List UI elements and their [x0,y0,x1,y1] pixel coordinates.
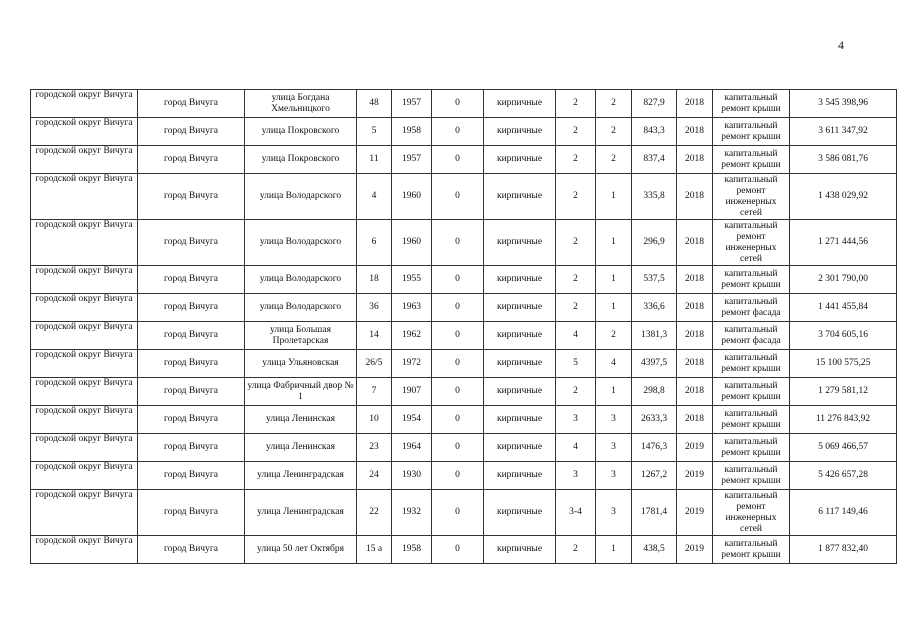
cell-okrug: городской округ Вичуга [31,322,138,350]
cell-zero-value: 0 [432,434,484,462]
table-row [31,434,897,462]
cell-okrug: городской округ Вичуга [31,118,138,146]
cell-city: город Вичуга [138,294,245,322]
cell-area: 296,9 [632,220,677,266]
cell-floors: 3 [556,462,596,490]
cell-zero-value: 0 [432,536,484,564]
cell-cost: 1 877 832,40 [790,536,897,564]
cell-area: 1476,3 [632,434,677,462]
cell-house-number: 10 [357,406,392,434]
table-row [31,378,897,406]
cell-build-year: 1907 [392,378,432,406]
cell-build-year: 1962 [392,322,432,350]
cell-wall-material: кирпичные [484,90,556,118]
cell-entrances: 1 [596,220,632,266]
cell-entrances: 3 [596,462,632,490]
cell-plan-year: 2018 [677,378,713,406]
cell-okrug: городской округ Вичуга [31,350,138,378]
cell-build-year: 1930 [392,462,432,490]
cell-cost: 5 069 466,57 [790,434,897,462]
cell-work-type: капитальный ремонт крыши [713,146,790,174]
cell-cost: 1 279 581,12 [790,378,897,406]
cell-house-number: 6 [357,220,392,266]
cell-zero-value: 0 [432,322,484,350]
cell-wall-material: кирпичные [484,434,556,462]
cell-area: 4397,5 [632,350,677,378]
cell-entrances: 2 [596,146,632,174]
table-row [31,146,897,174]
cell-wall-material: кирпичные [484,220,556,266]
cell-build-year: 1954 [392,406,432,434]
cell-okrug: городской округ Вичуга [31,90,138,118]
cell-cost: 3 704 605,16 [790,322,897,350]
table-row [31,406,897,434]
cell-work-type: капитальный ремонт инженерных сетей [713,174,790,220]
cell-okrug: городской округ Вичуга [31,220,138,266]
cell-build-year: 1964 [392,434,432,462]
cell-floors: 2 [556,220,596,266]
cell-cost: 1 271 444,56 [790,220,897,266]
cell-house-number: 11 [357,146,392,174]
cell-zero-value: 0 [432,118,484,146]
cell-wall-material: кирпичные [484,462,556,490]
cell-house-number: 26/5 [357,350,392,378]
cell-entrances: 3 [596,434,632,462]
cell-plan-year: 2018 [677,90,713,118]
cell-floors: 2 [556,90,596,118]
cell-city: город Вичуга [138,174,245,220]
cell-wall-material: кирпичные [484,490,556,536]
cell-entrances: 1 [596,536,632,564]
cell-work-type: капитальный ремонт фасада [713,322,790,350]
cell-okrug: городской округ Вичуга [31,174,138,220]
cell-work-type: капитальный ремонт крыши [713,118,790,146]
cell-area: 1381,3 [632,322,677,350]
cell-area: 827,9 [632,90,677,118]
cell-house-number: 48 [357,90,392,118]
cell-floors: 3 [556,406,596,434]
cell-cost: 3 611 347,92 [790,118,897,146]
cell-plan-year: 2019 [677,490,713,536]
housing-repair-table [30,89,897,564]
cell-build-year: 1932 [392,490,432,536]
cell-street: улица Ленинградская [245,490,357,536]
cell-plan-year: 2018 [677,406,713,434]
cell-entrances: 4 [596,350,632,378]
cell-okrug: городской округ Вичуга [31,378,138,406]
cell-build-year: 1958 [392,118,432,146]
cell-area: 843,3 [632,118,677,146]
cell-city: город Вичуга [138,490,245,536]
cell-wall-material: кирпичные [484,294,556,322]
cell-floors: 2 [556,174,596,220]
cell-street: улица Покровского [245,118,357,146]
page-number: 4 [838,38,844,52]
cell-house-number: 14 [357,322,392,350]
cell-house-number: 22 [357,490,392,536]
cell-city: город Вичуга [138,266,245,294]
cell-street: улица 50 лет Октября [245,536,357,564]
cell-city: город Вичуга [138,406,245,434]
cell-wall-material: кирпичные [484,174,556,220]
cell-work-type: капитальный ремонт крыши [713,90,790,118]
cell-build-year: 1958 [392,536,432,564]
cell-entrances: 3 [596,406,632,434]
cell-plan-year: 2018 [677,174,713,220]
cell-area: 336,6 [632,294,677,322]
table-row [31,174,897,220]
cell-zero-value: 0 [432,490,484,536]
cell-city: город Вичуга [138,322,245,350]
cell-zero-value: 0 [432,462,484,490]
cell-zero-value: 0 [432,174,484,220]
cell-okrug: городской округ Вичуга [31,434,138,462]
cell-wall-material: кирпичные [484,350,556,378]
table-row [31,490,897,536]
cell-plan-year: 2019 [677,536,713,564]
cell-zero-value: 0 [432,266,484,294]
cell-street: улица Ленинская [245,434,357,462]
cell-work-type: капитальный ремонт крыши [713,378,790,406]
cell-street: улица Богдана Хмельницкого [245,90,357,118]
cell-floors: 4 [556,322,596,350]
cell-street: улица Володарского [245,220,357,266]
cell-floors: 2 [556,146,596,174]
cell-wall-material: кирпичные [484,266,556,294]
table-row [31,350,897,378]
cell-okrug: городской округ Вичуга [31,294,138,322]
cell-build-year: 1972 [392,350,432,378]
cell-plan-year: 2019 [677,434,713,462]
cell-work-type: капитальный ремонт крыши [713,462,790,490]
cell-entrances: 1 [596,266,632,294]
cell-work-type: капитальный ремонт крыши [713,536,790,564]
cell-entrances: 3 [596,490,632,536]
cell-build-year: 1963 [392,294,432,322]
cell-entrances: 2 [596,118,632,146]
cell-zero-value: 0 [432,146,484,174]
cell-floors: 5 [556,350,596,378]
cell-floors: 2 [556,266,596,294]
cell-cost: 5 426 657,28 [790,462,897,490]
cell-plan-year: 2018 [677,266,713,294]
cell-street: улица Ленинградская [245,462,357,490]
cell-house-number: 24 [357,462,392,490]
cell-city: город Вичуга [138,536,245,564]
cell-zero-value: 0 [432,90,484,118]
cell-street: улица Покровского [245,146,357,174]
cell-wall-material: кирпичные [484,378,556,406]
cell-okrug: городской округ Вичуга [31,490,138,536]
cell-city: город Вичуга [138,350,245,378]
cell-zero-value: 0 [432,378,484,406]
cell-zero-value: 0 [432,220,484,266]
cell-floors: 2 [556,118,596,146]
cell-wall-material: кирпичные [484,146,556,174]
cell-street: улица Фабричный двор № 1 [245,378,357,406]
cell-build-year: 1960 [392,174,432,220]
cell-okrug: городской округ Вичуга [31,266,138,294]
cell-plan-year: 2019 [677,462,713,490]
cell-cost: 3 586 081,76 [790,146,897,174]
cell-entrances: 2 [596,90,632,118]
cell-entrances: 1 [596,294,632,322]
cell-work-type: капитальный ремонт крыши [713,350,790,378]
cell-area: 1781,4 [632,490,677,536]
cell-area: 837,4 [632,146,677,174]
cell-area: 2633,3 [632,406,677,434]
table-row [31,90,897,118]
cell-city: город Вичуга [138,462,245,490]
cell-zero-value: 0 [432,406,484,434]
cell-house-number: 5 [357,118,392,146]
cell-cost: 15 100 575,25 [790,350,897,378]
cell-okrug: городской округ Вичуга [31,406,138,434]
cell-city: город Вичуга [138,90,245,118]
table-row [31,266,897,294]
cell-cost: 3 545 398,96 [790,90,897,118]
cell-city: город Вичуга [138,434,245,462]
cell-area: 335,8 [632,174,677,220]
cell-floors: 2 [556,294,596,322]
cell-plan-year: 2018 [677,118,713,146]
cell-build-year: 1957 [392,90,432,118]
cell-cost: 6 117 149,46 [790,490,897,536]
cell-house-number: 36 [357,294,392,322]
cell-cost: 1 438 029,92 [790,174,897,220]
table-row [31,536,897,564]
cell-city: город Вичуга [138,378,245,406]
cell-work-type: капитальный ремонт инженерных сетей [713,490,790,536]
cell-build-year: 1957 [392,146,432,174]
cell-house-number: 15 а [357,536,392,564]
cell-okrug: городской округ Вичуга [31,536,138,564]
cell-floors: 2 [556,378,596,406]
cell-plan-year: 2018 [677,350,713,378]
cell-house-number: 23 [357,434,392,462]
cell-work-type: капитальный ремонт крыши [713,434,790,462]
cell-work-type: капитальный ремонт крыши [713,406,790,434]
cell-area: 298,8 [632,378,677,406]
cell-build-year: 1960 [392,220,432,266]
cell-work-type: капитальный ремонт фасада [713,294,790,322]
cell-street: улица Володарского [245,266,357,294]
cell-area: 438,5 [632,536,677,564]
cell-cost: 11 276 843,92 [790,406,897,434]
table-row [31,462,897,490]
cell-build-year: 1955 [392,266,432,294]
cell-entrances: 1 [596,174,632,220]
cell-wall-material: кирпичные [484,406,556,434]
cell-plan-year: 2018 [677,220,713,266]
cell-wall-material: кирпичные [484,536,556,564]
cell-plan-year: 2018 [677,322,713,350]
cell-okrug: городской округ Вичуга [31,146,138,174]
cell-street: улица Володарского [245,174,357,220]
cell-city: город Вичуга [138,146,245,174]
table-row [31,322,897,350]
table-row [31,220,897,266]
cell-zero-value: 0 [432,294,484,322]
cell-floors: 2 [556,536,596,564]
cell-cost: 2 301 790,00 [790,266,897,294]
cell-plan-year: 2018 [677,294,713,322]
cell-house-number: 18 [357,266,392,294]
cell-entrances: 2 [596,322,632,350]
cell-work-type: капитальный ремонт инженерных сетей [713,220,790,266]
cell-floors: 4 [556,434,596,462]
cell-city: город Вичуга [138,220,245,266]
cell-street: улица Большая Пролетарская [245,322,357,350]
cell-area: 537,5 [632,266,677,294]
cell-work-type: капитальный ремонт крыши [713,266,790,294]
cell-plan-year: 2018 [677,146,713,174]
cell-street: улица Володарского [245,294,357,322]
cell-zero-value: 0 [432,350,484,378]
cell-house-number: 7 [357,378,392,406]
cell-floors: 3-4 [556,490,596,536]
cell-wall-material: кирпичные [484,322,556,350]
cell-okrug: городской округ Вичуга [31,462,138,490]
table-row [31,118,897,146]
cell-street: улица Ульяновская [245,350,357,378]
cell-city: город Вичуга [138,118,245,146]
cell-area: 1267,2 [632,462,677,490]
cell-street: улица Ленинская [245,406,357,434]
cell-entrances: 1 [596,378,632,406]
cell-house-number: 4 [357,174,392,220]
table-row [31,294,897,322]
cell-wall-material: кирпичные [484,118,556,146]
cell-cost: 1 441 455,84 [790,294,897,322]
